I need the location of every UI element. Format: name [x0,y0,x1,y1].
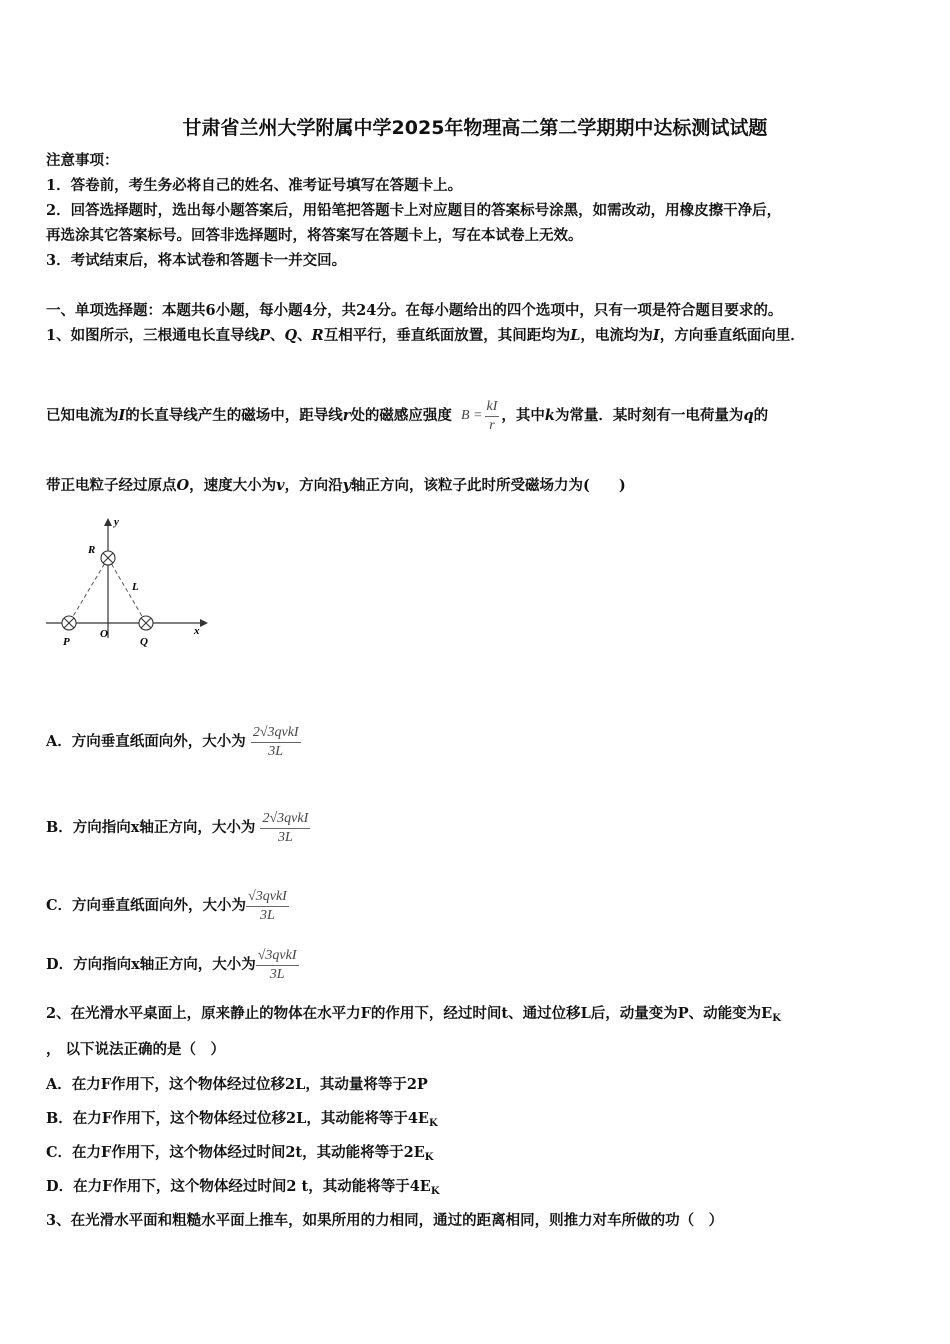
q1-option-a: A．方向垂直纸面向外，大小为 $\frac{\text{2√3qvkI}}{3L}$ [46,724,299,759]
q2-option-c: C．在力F作用下，这个物体经过时间2t，其动能将等于$2E_K$ [46,1144,434,1163]
q2-option-a: A．在力F作用下，这个物体经过位移2L，其动量将等于2P [46,1076,428,1093]
section-heading: 一、单项选择题：本题共6小题，每小题4分，共24分。在每小题给出的四个选项中，只有一项是符合题目要求的。 [46,302,783,319]
line-rq [108,558,146,623]
label-y: y [114,516,119,528]
line-rp [69,558,108,623]
y-arrow [104,518,112,526]
wire-p [62,616,76,630]
notice-item-2-cont: 再选涂其它答案标号。回答非选择题时，将答案写在答题卡上，写在本试卷上无效。 [46,227,583,244]
q3-stem: 3、在光滑水平面和粗糙水平面上推车，如果所用的力相同，通过的距离相同，则推力对车所做的功（ ） [46,1212,724,1229]
label-p: P [63,636,70,648]
notice-heading: 注意事项： [46,152,119,169]
q1-stem-line1: 1、如图所示，三根通电长直导线P、Q、R互相平行，垂直纸面放置，其间距均为L，电流均为I，方向垂直纸面向里． [46,327,805,344]
x-arrow [200,619,208,627]
q1-figure [40,510,215,650]
notice-item-3: 3．考试结束后，将本试卷和答题卡一并交回。 [46,252,347,269]
q1-stem-line2: 已知电流为I的长直导线产生的磁场中，距导线r处的磁感应强度 B = $\frac{kI}{r}$ ，其中k为常量．某时刻有一电荷量为q的 [46,396,768,436]
label-q: Q [140,636,148,648]
q2-option-d: D．在力F作用下，这个物体经过时间2 t，其动能将等于$4E_K$ [46,1178,440,1197]
notice-item-1: 1．答卷前，考生务必将自己的姓名、准考证号填写在答题卡上。 [46,177,463,194]
q2-option-b: B．在力F作用下，这个物体经过位移2L，其动能将等于$4E_K$ [46,1110,438,1129]
label-l: L [132,581,139,593]
q1-stem-line3: 带正电粒子经过原点O，速度大小为v，方向沿y轴正方向，该粒子此时所受磁场力为( ) [46,477,626,494]
q1-option-c: C．方向垂直纸面向外，大小为 $\frac{\text{√3qvkI}}{3L}$ [46,888,287,923]
page-title: 甘肃省兰州大学附属中学2025年物理高二第二学期期中达标测试试题 [182,117,768,139]
wire-r [101,551,115,565]
wire-q [139,616,153,630]
label-r: R [88,544,96,556]
b-formula: B = $\frac{kI}{r}$ [461,398,498,433]
q1-option-b: B．方向指向x轴正方向，大小为 $\frac{\text{2√3qvkI}}{3L}$ [46,810,309,845]
label-x: x [194,625,200,637]
notice-item-2: 2．回答选择题时，选出每小题答案后，用铅笔把答题卡上对应题目的答案标号涂黑，如需改动，用橡皮擦干净后， [46,202,782,219]
q2-stem: 2、在光滑水平桌面上，原来静止的物体在水平力F的作用下，经过时间t、通过位移L后，动量变为P、动能变为$E_K$ [46,1005,781,1024]
q1-option-d: D．方向指向x轴正方向，大小为 $\frac{\text{√3qvkI}}{3L}$ [46,947,297,982]
q2-stem-cont: ， 以下说法正确的是（ ） [46,1041,226,1058]
label-o: O [100,628,108,640]
